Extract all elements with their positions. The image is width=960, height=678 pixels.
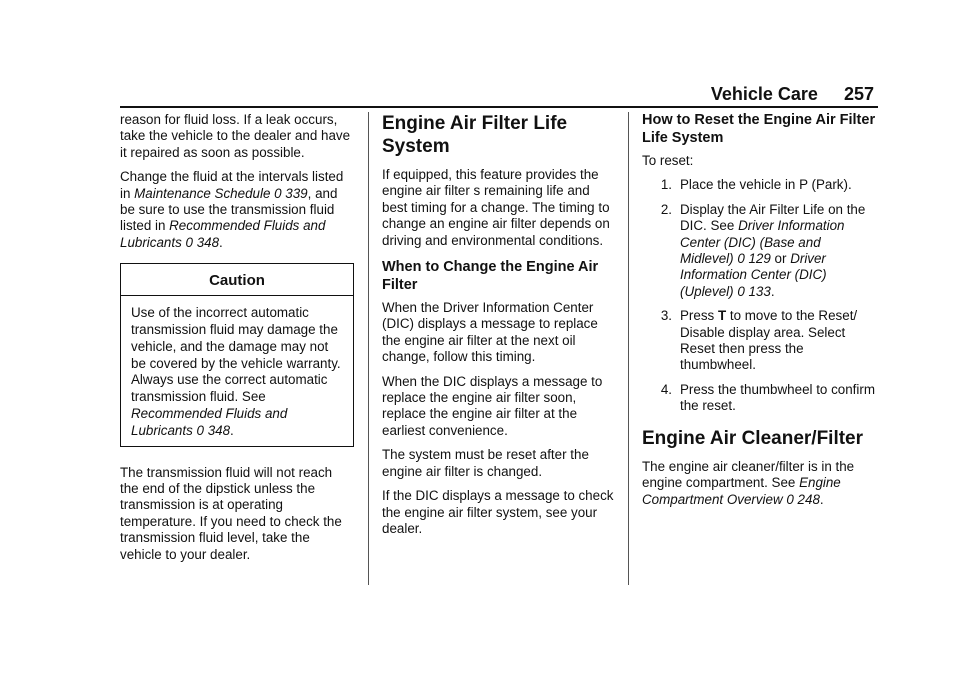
paragraph: When the Driver Information Center (DIC) displays a message to replace the engine air filter at the next oil change, follow this timing. xyxy=(382,300,598,365)
caution-title: Caution xyxy=(121,264,353,296)
text: to move to the Reset/ Disable display area. Select Reset then press the thumbwheel. xyxy=(680,308,858,373)
list-item xyxy=(642,177,876,193)
xref-link[interactable]: Maintenance Schedule xyxy=(134,185,271,201)
subsection-heading: How to Reset the Engine Air Filter Life System xyxy=(642,112,876,146)
xref-page[interactable]: 0 339 xyxy=(274,185,308,201)
column-3 xyxy=(642,112,876,516)
xref-link[interactable]: Driver Information Center (DIC) (Base and Midlevel) xyxy=(680,218,845,267)
arrow-right-icon: T xyxy=(717,308,727,324)
xref-link[interactable]: Recommended Fluids and Lubricants xyxy=(131,406,288,438)
column-divider xyxy=(628,112,629,585)
paragraph: If the DIC displays a message to check the engine air filter system, see your dealer. xyxy=(382,488,614,536)
xref-page[interactable]: 0 129 xyxy=(737,251,771,267)
page-header xyxy=(711,84,874,105)
section-title: Vehicle Care xyxy=(710,84,818,104)
xref-link[interactable]: Driver Information Center (DIC) (Uplevel) xyxy=(680,251,827,299)
text: The engine air cleaner/filter is in the engine compartment. See xyxy=(642,458,855,491)
list-item xyxy=(642,382,876,415)
step-text: Place the vehicle in P (Park). xyxy=(680,177,852,193)
xref-page[interactable]: 0 348 xyxy=(185,234,220,250)
text: Display the Air Filter Life on the DIC. See xyxy=(680,201,866,234)
xref-page[interactable]: 0 133 xyxy=(737,283,771,299)
subsection-heading: When to Change the Engine Air Filter xyxy=(382,259,599,293)
text: or xyxy=(770,251,791,267)
text: Change the fluid at the intervals listed in xyxy=(120,169,344,201)
section-heading: Engine Air Filter Life System xyxy=(382,113,568,157)
steps-list xyxy=(642,177,876,414)
page-number: 257 xyxy=(843,84,874,104)
step-number: 3. xyxy=(660,308,672,324)
paragraph: The engine air cleaner/filter is in the engine compartment. See Engine Compartment Overview 0 248. xyxy=(642,458,855,507)
step-number: 4. xyxy=(660,381,672,397)
step-text xyxy=(680,308,876,374)
paragraph: reason for fluid loss. If a leak occurs, take the vehicle to the dealer and have it repaired as soon as possible. xyxy=(120,112,351,160)
paragraph: The system must be reset after the engine air filter is changed. xyxy=(382,447,589,479)
header-rule xyxy=(120,106,878,108)
paragraph: To reset: xyxy=(642,153,694,168)
step-text: Press the thumbwheel to confirm the reset. xyxy=(680,381,875,414)
caution-body: Use of the incorrect automatic transmission fluid may damage the vehicle, and the damage may not be covered by the vehicle warranty. Always use the correct automatic transmission fluid. See Recommended Fluids and Lubricants 0 348. xyxy=(131,305,341,438)
xref-link[interactable]: Recommended Fluids and Lubricants xyxy=(120,218,326,250)
step-number: 2. xyxy=(660,201,672,217)
paragraph: Change the fluid at the intervals listed in Maintenance Schedule 0 339, and be sure to use the transmission fluid listed in Recommended Fluids and Lubricants 0 348. xyxy=(120,169,344,250)
text: , and be sure to use the transmission fluid listed in xyxy=(120,185,338,234)
xref-page[interactable]: 0 248 xyxy=(786,491,820,507)
column-divider xyxy=(368,112,369,585)
column-1 xyxy=(120,112,354,571)
paragraph: When the DIC displays a message to replace the engine air filter soon, replace the engine air filter at the earliest convenience. xyxy=(382,373,603,438)
xref-page[interactable]: 0 348 xyxy=(196,422,231,438)
paragraph: The transmission fluid will not reach the end of the dipstick unless the transmission is at operating temperature. If you need to check the transmission fluid level, take the vehicle to your dealer. xyxy=(120,464,342,562)
caution-box xyxy=(120,263,354,446)
list-item xyxy=(642,308,876,374)
text: Use of the incorrect automatic transmission fluid may damage the vehicle, and the damage may not be covered by the vehicle warranty. Always use the correct automatic transmission fluid. See xyxy=(131,305,341,405)
xref-link[interactable]: Engine Compartment Overview xyxy=(642,475,841,507)
paragraph: If equipped, this feature provides the engine air filter s remaining life and best timing for a change. The timing to change an engine air filter depends on driving and environmental conditions. xyxy=(382,167,610,248)
section-heading: Engine Air Cleaner/Filter xyxy=(642,427,864,449)
list-item xyxy=(642,202,876,300)
text: Press xyxy=(680,308,718,324)
step-text: Display the Air Filter Life on the DIC. See Driver Information Center (DIC) (Base and Midlevel) 0 129 or Driver Information Center (DIC) (Uplevel) 0 133. xyxy=(680,201,866,299)
column-2 xyxy=(382,112,614,545)
step-number: 1. xyxy=(660,177,672,193)
